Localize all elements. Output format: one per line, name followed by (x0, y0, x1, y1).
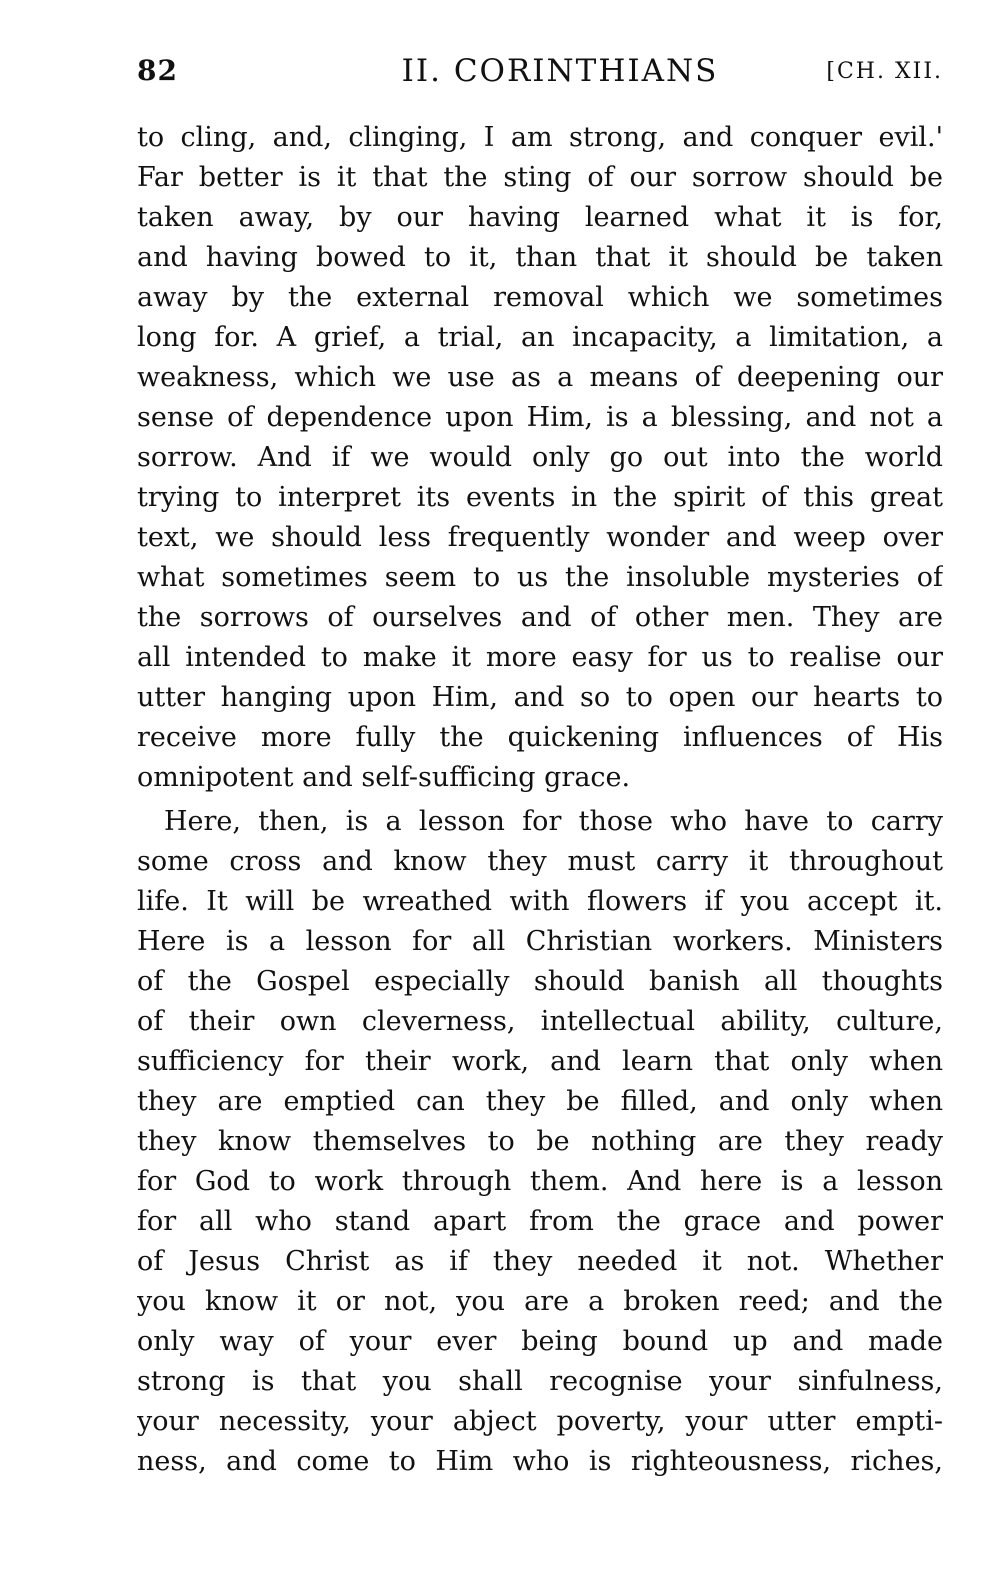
text-line: and having bowed to it, than that it should be taken (137, 242, 943, 273)
paragraph-2-continued (137, 842, 943, 1482)
text-line: strong is that you shall recognise your sinfulness, (137, 1366, 943, 1397)
text-line: of the Gospel especially should banish all thoughts (137, 966, 943, 997)
text-line: life. It will be wreathed with flowers if you accept it. (137, 886, 943, 917)
text-line: away by the external removal which we sometimes (137, 282, 943, 313)
text-line: trying to interpret its events in the spirit of this great (137, 482, 943, 513)
text-line: all intended to make it more easy for us to realise our (137, 642, 943, 673)
text-line: of their own cleverness, intellectual ability, culture, (137, 1006, 943, 1037)
paragraph-2 (137, 802, 943, 842)
text-line: omnipotent and self-sufficing grace. (137, 762, 631, 793)
text-line: you know it or not, you are a broken reed; and the (137, 1286, 943, 1317)
text-line: your necessity, your abject poverty, your utter empti- (137, 1406, 943, 1437)
text-line: long for. A grief, a trial, an incapacity, a limitation, a (137, 322, 943, 353)
text-line: what sometimes seem to us the insoluble mysteries of (137, 562, 943, 593)
paragraph-1 (137, 118, 943, 798)
text-line: some cross and know they must carry it throughout (137, 846, 943, 877)
book-title: II. CORINTHIANS (401, 53, 719, 89)
text-line: receive more fully the quickening influences of His (137, 722, 943, 753)
text-line: the sorrows of ourselves and of other men. They are (137, 602, 943, 633)
page-number: 82 (137, 54, 178, 87)
text-line: sufficiency for their work, and learn that only when (137, 1046, 943, 1077)
text-line: for all who stand apart from the grace and power (137, 1206, 943, 1237)
body-text (137, 118, 943, 1482)
text-line: of Jesus Christ as if they needed it not. Whether (137, 1246, 943, 1277)
text-line: sorrow. And if we would only go out into the world (137, 442, 943, 473)
text-line: only way of your ever being bound up and made (137, 1326, 943, 1357)
text-line: sense of dependence upon Him, is a blessing, and not a (137, 402, 943, 433)
text-line: ness, and come to Him who is righteousness, riches, (137, 1446, 943, 1477)
text-line: text, we should less frequently wonder and weep over (137, 522, 943, 553)
text-line: utter hanging upon Him, and so to open our hearts to (137, 682, 943, 713)
text-line: to cling, and, clinging, I am strong, and conquer evil.' (137, 122, 943, 153)
text-line: they know themselves to be nothing are they ready (137, 1126, 943, 1157)
text-line: they are emptied can they be filled, and only when (137, 1086, 943, 1117)
text-line: Here is a lesson for all Christian workers. Ministers (137, 926, 943, 957)
text-line: Here, then, is a lesson for those who have to carry (164, 806, 943, 837)
text-line: taken away, by our having learned what it is for, (137, 202, 943, 233)
chapter-mark: [CH. XII. (826, 59, 943, 84)
running-head (137, 48, 943, 94)
text-line: weakness, which we use as a means of deepening our (137, 362, 943, 393)
text-line: Far better is it that the sting of our sorrow should be (137, 162, 943, 193)
text-line: for God to work through them. And here is a lesson (137, 1166, 943, 1197)
